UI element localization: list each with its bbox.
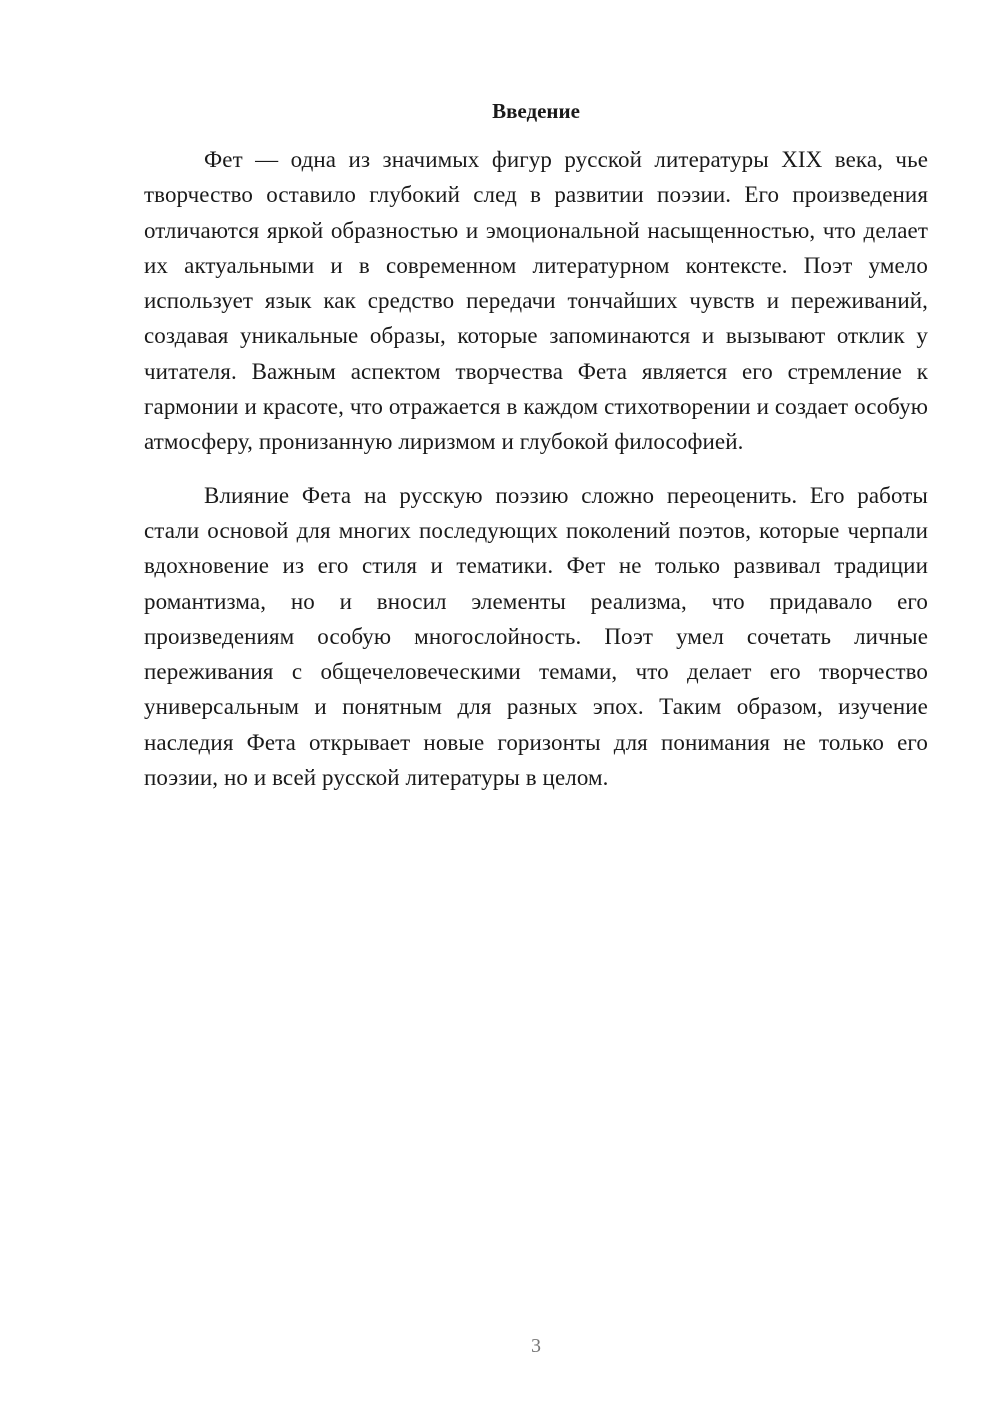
paragraph-2: Влияние Фета на русскую поэзию сложно переоценить. Его работы стали основой для многих последующих поколений поэтов, которые черпали вдохновение из его стиля и тематики. Фет не только развивал традиции романтизма, но и вносил элементы реализма, что придавало его произведениям особую многослойность. Поэт умел сочетать личные переживания с общечеловеческими темами, что делает его творчество универсальным и понятным для разных эпох. Таким образом, изучение наследия Фета открывает новые горизонты для понимания не только его поэзии, но и всей русской литературы в целом. xyxy=(144,482,928,791)
body-text xyxy=(144,142,928,795)
page-number: 3 xyxy=(531,1335,541,1357)
paragraph-1: Фет — одна из значимых фигур русской литературы XIX века, чье творчество оставило глубокий след в развитии поэзии. Его произведения отличаются яркой образностью и эмоциональной насыщенностью, что делает их актуальными и в современном литературном контексте. Поэт умело использует язык как средство передачи тончайших чувств и переживаний, создавая уникальные образы, которые запоминаются и вызывают отклик у читателя. Важным аспектом творчества Фета является его стремление к гармонии и красоте, что отражается в каждом стихотворении и создает особую атмосферу, пронизанную лиризмом и глубокой философией. xyxy=(144,147,928,455)
page-title: Введение xyxy=(492,99,580,123)
